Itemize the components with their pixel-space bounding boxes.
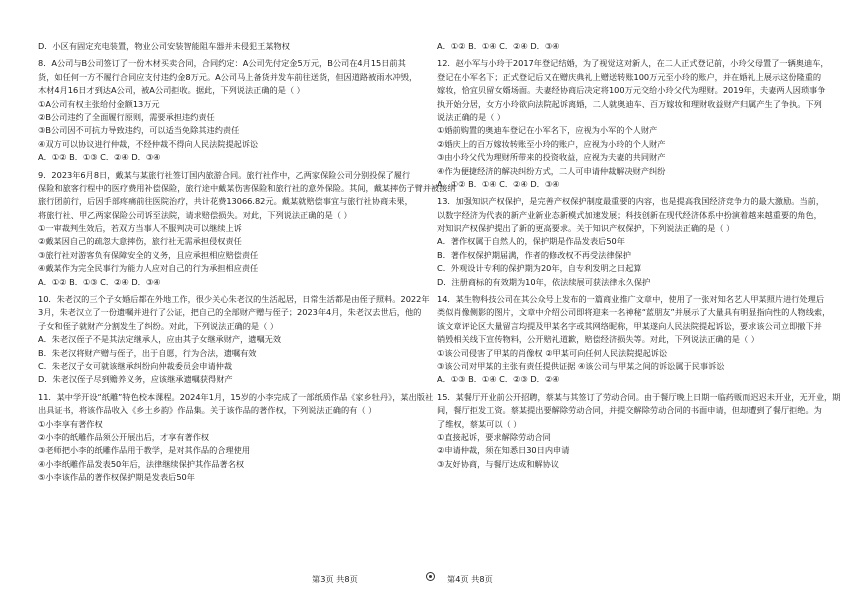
text-line: 对知识产权保护提出了新的更高要求。关于知识产权保护，下列说法正确的是（ ） bbox=[437, 223, 735, 234]
text-line: 类似肖像侧影的图片，文章中介绍公司即将迎来一名神秘“蓝朋友”并展示了大量具有明显指向性的人物线索， bbox=[437, 307, 831, 318]
text-line: 10．朱老汉的三个子女婚后都在外地工作，很少关心朱老汉的生活起居，日常生活都是由侄子照料。2022年 bbox=[38, 294, 430, 305]
text-line: A．①③ B．①④ C．②③ D．②④ bbox=[437, 374, 560, 385]
text-line: ③B公司因不可抗力导致违约，可以适当免除其违约责任 bbox=[38, 125, 240, 136]
text-line: 执开始分居，女方小玲欲向法院起诉离婚，二人就奥迪车、百万嫁妆和理财收益财产归属产生了争执。下列 bbox=[437, 98, 822, 109]
text-line: C．外观设计专利的保护期为20年，自专利发明之日起算 bbox=[437, 263, 642, 274]
text-line: 8．A公司与B公司签订了一份木材买卖合同，合同约定：A公司先付定金5万元，B公司在4月15日前其 bbox=[38, 58, 406, 69]
text-line: 出具证书，将该作品收入《乡土乡韵》作品集。关于该作品的著作权，下列说法正确的有（ ） bbox=[38, 405, 377, 416]
text-line: ①小李享有著作权 bbox=[38, 418, 103, 429]
text-line: 旅行团前行，后因手部疼痛前往医院治疗，共计花费13066.82元。戴某就赔偿事宜与旅行社协商未果， bbox=[38, 196, 413, 207]
text-line: 12．赵小军与小玲于2017年登记结婚，为了视觉这对新人，在二人正式登记前，小玲父母置了一辆奥迪车， bbox=[437, 58, 829, 69]
text-line: 将旅行社、甲乙两家保险公司诉至法院，请求赔偿损失。对此，下列说法正确的是（ ） bbox=[38, 209, 352, 220]
text-line: 以数字经济为代表的新产业新业态新模式加速发展；科技创新在现代经济体系中扮演着越来越重要的角色， bbox=[437, 209, 822, 220]
text-line: B．著作权保护期届满，作者的修改权不再受法律保护 bbox=[437, 249, 631, 260]
text-line: 3月，朱老汉立了一份遗嘱并进行了公证，把自己的全部财产赠与侄子；2023年4月，朱老汉去世后，他的 bbox=[38, 307, 422, 318]
text-line: A．著作权属于自然人的，保护期是作品发表后50年 bbox=[437, 236, 625, 247]
page-divider-mark-icon bbox=[426, 572, 435, 581]
right-column bbox=[437, 40, 841, 471]
text-line: ②小李的纸雕作品须公开展出后，才享有著作权 bbox=[38, 431, 210, 442]
text-line: ③该公司对甲某的主张有责任提供证据 ④该公司与甲某之间的诉讼属于民事诉讼 bbox=[437, 360, 725, 371]
text-line: 11．某中学开设“纸雕”特色校本课程。2024年1月，15岁的小李完成了一部纸质作品《家乡牡丹》，某出版社 bbox=[38, 391, 434, 402]
text-line: A．①② B．①③ C．②④ D．③④ bbox=[38, 276, 161, 287]
text-line: A．①② B．①④ C．②④ D．③④ bbox=[437, 41, 560, 51]
text-line: ②戴某因自己的疏忽大意摔伤，旅行社无需承担侵权责任 bbox=[38, 236, 242, 247]
text-line: ④作为便捷经济的解决纠纷方式，二人可申请仲裁解决财产纠纷 bbox=[437, 165, 666, 176]
text-line: 13．加强知识产权保护，是完善产权保护制度最重要的内容，也是提高我国经济竞争力的最大激励。当前， bbox=[437, 196, 825, 207]
text-line: ③旅行社对游客负有保障安全的义务，且应承担相应赔偿责任 bbox=[38, 249, 259, 260]
page-number-right: 第4页 共8页 bbox=[447, 574, 493, 584]
text-line: ②申请仲裁，须在知悉日30日内申请 bbox=[437, 445, 570, 456]
text-line: A．①② B．①③ C．②④ D．③④ bbox=[38, 152, 161, 163]
text-line: 销毁相关线下宣传物料，公开赔礼道歉，赔偿经济损失等。对此，下列说法正确的是（ ） bbox=[437, 334, 759, 345]
text-line: D．朱老汉侄子尽到赡养义务，应该继承遗嘱获得财产 bbox=[38, 374, 233, 385]
text-line: 说法正确的是（ ） bbox=[437, 111, 506, 122]
text-line: 间，餐厅拒发工资。蔡某提出要解除劳动合同，并提交解除劳动合同的书面申请，但却遭到了餐厅拒绝。为 bbox=[437, 405, 822, 416]
text-line: 了维权，蔡某可以（ ） bbox=[437, 418, 522, 429]
text-line: 嫁妆，恰宜贝留女婿场面。夫妻经协商后决定将100万元交给小玲父代为理财。2019年，夫妻两人因琐事争 bbox=[437, 85, 826, 96]
text-line: 9．2023年6月8日，戴某与某旅行社签订国内旅游合同。旅行社作中，乙两家保险公司分别投保了履行 bbox=[38, 169, 411, 180]
text-line: ①直接起诉，要求解除劳动合同 bbox=[437, 431, 551, 442]
text-line: 木材4月16日才到达A公司，被A公司拒收。据此，下列说法正确的是（ ） bbox=[38, 85, 305, 96]
text-line: ⑤小李该作品的著作权保护期是发表后50年 bbox=[38, 472, 195, 483]
text-line: ③由小玲父代为理财所带来的投资收益，应视为夫妻的共同财产 bbox=[437, 152, 666, 163]
text-line: ④双方可以协议进行仲裁，不经仲裁不得向人民法院提起诉讼 bbox=[38, 138, 259, 149]
text-line: D．注册商标的有效期为10年，依法续展可获法律永久保护 bbox=[437, 276, 651, 287]
text-line: ②B公司违约了全面履行原则，需要承担违约责任 bbox=[38, 111, 215, 122]
text-line: ③友好协商，与餐厅达成和解协议 bbox=[437, 458, 559, 469]
text-line: ④戴某作为完全民事行为能力人应对自己的行为承担相应责任 bbox=[38, 263, 259, 274]
text-line: 登记在小军名下；正式登记后又在赠庆典礼上赠送转账100万元至小玲的账户，并在婚礼上展示这份隆重的 bbox=[437, 71, 822, 82]
text-line: 15．某餐厅开业前公开招聘，蔡某与其签订了劳动合同。由于餐厅晚上日期一临药贩而迟迟未开业，无开业，期 bbox=[437, 391, 841, 402]
text-line: A．①② B．①④ C．②④ D．③④ bbox=[437, 178, 560, 189]
left-column bbox=[38, 40, 456, 485]
page-number-left: 第3页 共8页 bbox=[312, 574, 358, 584]
text-line: ①该公司侵害了甲某的肖像权 ②甲某可向任何人民法院提起诉讼 bbox=[437, 347, 668, 358]
text-line: ①婚前购置的奥迪车登记在小军名下，应视为小军的个人财产 bbox=[437, 125, 658, 136]
text-line: 14．某生物科技公司在其公众号上发布的一篇商业推广文章中，使用了一张对知名艺人甲某照片进行处理后 bbox=[437, 294, 825, 305]
text-line: D．小区有固定充电装置，物业公司安装智能阻车器并未侵犯王某物权 bbox=[38, 41, 290, 51]
text-line: C．朱老汉子女可就该继承纠纷向仲裁委员会申请仲裁 bbox=[38, 360, 233, 371]
text-line: 该文章评论区大量留言均提及甲某名字或其网络昵称，甲某遂向人民法院提起诉讼，要求该公司立即撤下并 bbox=[437, 320, 822, 331]
text-line: ③老师把小李的纸雕作品用于教学，是对其作品的合理使用 bbox=[38, 445, 251, 456]
text-line: A．朱老汉侄子不是其法定继承人，应由其子女继承财产，遗嘱无效 bbox=[38, 334, 282, 345]
text-line: 货，如任何一方不履行合同应支付违约金8万元。A公司马上备货并发车前往送货，但因道路被雨水冲毁， bbox=[38, 71, 418, 82]
text-line: ①A公司有权主张给付金额13万元 bbox=[38, 98, 160, 109]
text-line: B．朱老汉将财产赠与侄子，出于自愿，行为合法，遗嘱有效 bbox=[38, 347, 257, 358]
text-line: ②婚庆上的百万嫁妆转账至小玲的账户，应视为小玲的个人财产 bbox=[437, 138, 666, 149]
text-line: ①一审裁判生效后，若双方当事人不服判决可以继续上诉 bbox=[38, 223, 242, 234]
text-line: 保险和旅客行程中的医疗费用补偿保险，旅行途中戴某伤害保险和旅行社的意外保险。其间，戴某摔伤子臂并被接纳 bbox=[38, 182, 456, 193]
text-line: ④小李纸雕作品发表50年后，法律继续保护其作品著名权 bbox=[38, 458, 245, 469]
text-line: 子女和侄子就财产分割发生了纠纷。对此，下列说法正确的是（ ） bbox=[38, 320, 279, 331]
